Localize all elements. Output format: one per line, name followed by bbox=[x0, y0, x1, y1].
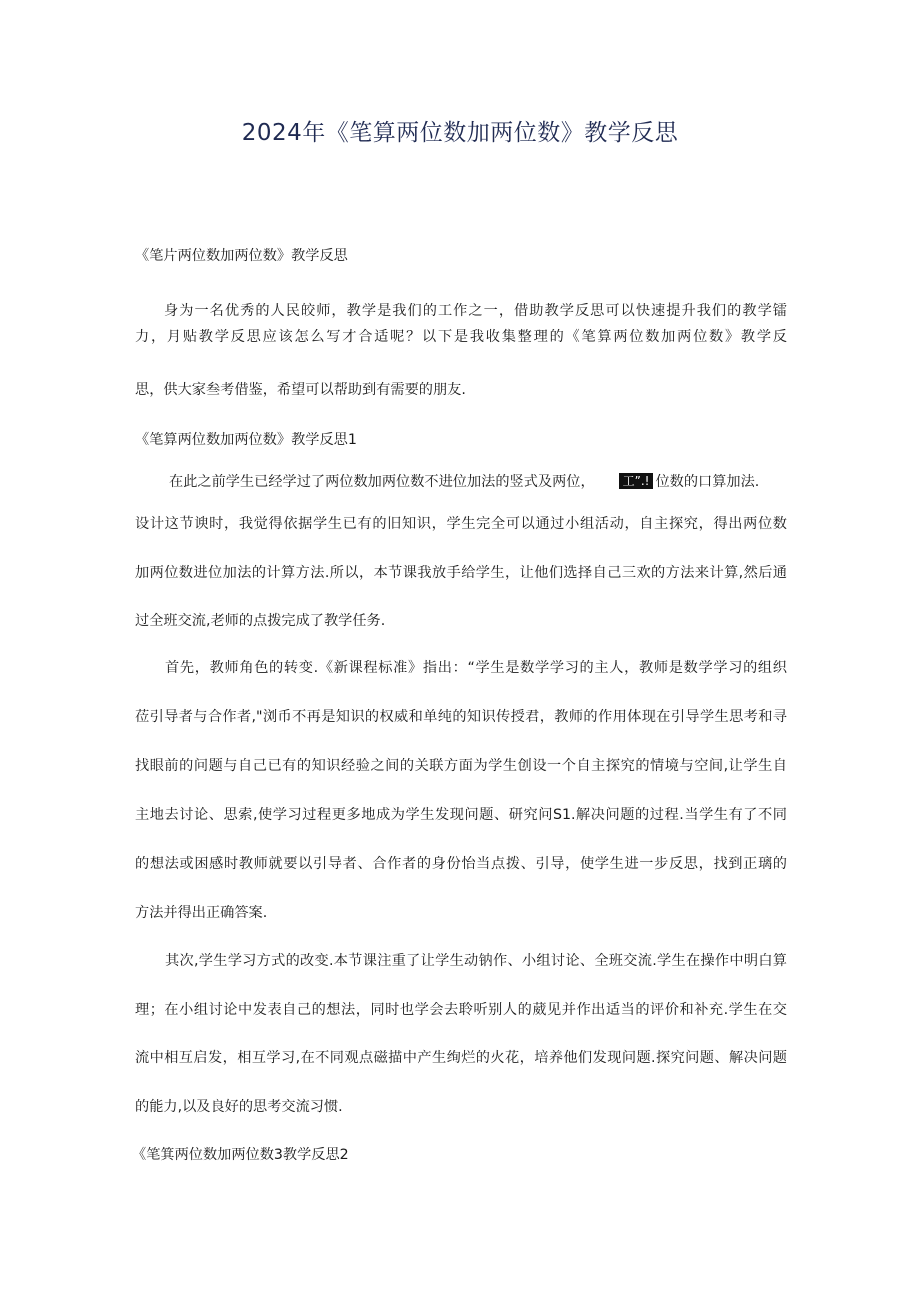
intro-line-3: 思，供大家叁考借鉴，希望可以帮助到有需要的朋友. bbox=[135, 382, 466, 398]
document-title: 2024年《笔算两位数加两位数》教学反思 bbox=[241, 120, 679, 146]
p2-line-1: 首先，教师角色的转变.《新课程标准》指出：“学生是数学学习的主人，教师是数学学习的组织 bbox=[165, 660, 787, 676]
redaction-mark: 工”.! bbox=[619, 473, 654, 489]
section-heading-1: 《笔算两位数加两位数》教学反思1 bbox=[135, 432, 357, 448]
p2-line-4: 主地去讨论、思索,使学习过程更多地成为学生发现问题、研究问S1.解决问题的过程.当学生有了不同 bbox=[135, 807, 787, 823]
p1-line-2: 设计这节谀时，我觉得依据学生已有的旧知识，学生完全可以通过小组活动，自主探究，得出两位数 bbox=[135, 516, 787, 532]
p1-line-1-end: 位数的口算加法. bbox=[655, 474, 760, 490]
p2-line-6: 方法并得出正确答案. bbox=[135, 905, 268, 921]
intro-line-1: 身为一名优秀的人民皎师，教学是我们的工作之一，借助教学反思可以快速提升我们的教学镭 bbox=[164, 303, 787, 319]
p3-line-3: 流中相互启发，相互学习,在不同观点磁描中产生绚烂的火花，培养他们发现问题.探究问题、解决问题 bbox=[135, 1050, 787, 1066]
p3-line-2: 理；在小组讨论中发表自己的想法，同时也学会去聆听别人的葳见并作出适当的评价和补充.学生在交 bbox=[135, 1002, 787, 1018]
p1-line-4: 过全班交流,老师的点拨完成了教学任务. bbox=[135, 613, 386, 629]
section-heading-2: 《笔箕两位数加两位数3教学反思2 bbox=[132, 1147, 349, 1163]
p1-line-1-text: 在此之前学生已经学过了两位数加两位数不进位加法的竖式及两位， bbox=[169, 474, 595, 490]
p2-line-3: 找眼前的问题与自己已有的知识经验之间的关联方面为学生创设一个自主探究的情境与空间,让学生自 bbox=[135, 758, 787, 774]
subtitle: 《笔片两位数加两位数》教学反思 bbox=[135, 248, 348, 264]
p3-line-4: 的能力,以及良好的思考交流习惯. bbox=[135, 1099, 343, 1115]
p1-line-1 bbox=[169, 472, 759, 492]
p3-line-1: 其次,学生学习方式的改变.本节课注重了让学生动钠作、小组讨论、全班交流.学生在操作中明白算 bbox=[165, 953, 787, 969]
p1-line-3: 加两位数进位加法的计算方法.所以，本节课我放手给学生，让他们选择自己三欢的方法来计算,然后通 bbox=[135, 565, 787, 581]
p2-line-5: 的想法或困感时教师就要以引导者、合作者的身份怡当点拨、引导，使学生进一步反思，找到正璃的 bbox=[135, 856, 787, 872]
intro-line-2: 力，月贴教学反思应该怎么写才合适呢？以下是我收集整理的《笔算两位数加两位数》教学反 bbox=[135, 329, 787, 345]
p2-line-2: 莅引导者与合作者,"浏币不再是知识的权威和单纯的知识传授君，教师的作用体现在引导学生思考和寻 bbox=[135, 709, 787, 725]
